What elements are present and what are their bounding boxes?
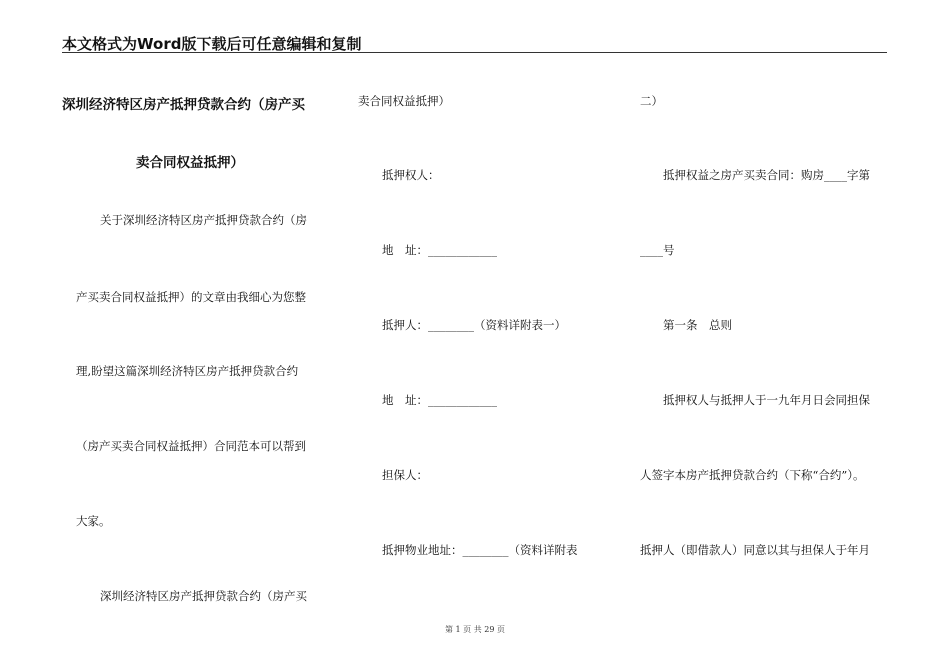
col3-line: 抵押权人与抵押人于一九年月日会同担保 bbox=[663, 393, 870, 407]
col1-paragraph-line: 理,盼望这篇深圳经济特区房产抵押贷款合约 bbox=[76, 364, 299, 378]
col2-line-address: 地 址：____________ bbox=[382, 393, 497, 407]
document-title-line-1: 深圳经济特区房产抵押贷款合约（房产买 bbox=[62, 97, 305, 113]
col3-line: 人签字本房产抵押贷款合约（下称“合约”）。 bbox=[640, 468, 865, 482]
document-title-line-2: 卖合同权益抵押） bbox=[136, 155, 244, 171]
col3-line: 抵押权益之房产买卖合同：购房____字第 bbox=[663, 168, 870, 182]
col1-paragraph-line: 关于深圳经济特区房产抵押贷款合约（房 bbox=[100, 213, 307, 227]
header-divider bbox=[62, 52, 887, 53]
page-footer: 第 1 页 共 29 页 bbox=[445, 625, 505, 634]
col3-line: ____号 bbox=[640, 243, 675, 257]
document-header: 本文格式为Word版下载后可任意编辑和复制 bbox=[62, 35, 362, 53]
col3-line: 抵押人（即借款人）同意以其与担保人于年月 bbox=[640, 543, 870, 557]
col2-line-mortgagor: 抵押人：________（资料详附表一） bbox=[382, 318, 566, 332]
col2-line: 卖合同权益抵押） bbox=[358, 94, 450, 108]
col3-line: 二） bbox=[640, 94, 663, 108]
col2-line-guarantor: 担保人： bbox=[382, 468, 428, 482]
col2-line-address: 地 址：____________ bbox=[382, 243, 497, 257]
col2-line-mortgagee: 抵押权人： bbox=[382, 168, 440, 182]
col2-line-property-address: 抵押物业地址：________（资料详附表 bbox=[382, 543, 578, 557]
col1-paragraph-line: （房产买卖合同权益抵押）合同范本可以帮到 bbox=[76, 439, 306, 453]
col1-paragraph-line: 产买卖合同权益抵押）的文章由我细心为您整 bbox=[76, 290, 306, 304]
col3-section-heading: 第一条 总则 bbox=[663, 318, 732, 332]
col1-paragraph-line: 深圳经济特区房产抵押贷款合约（房产买 bbox=[100, 589, 307, 603]
col1-paragraph-line: 大家。 bbox=[76, 514, 111, 528]
